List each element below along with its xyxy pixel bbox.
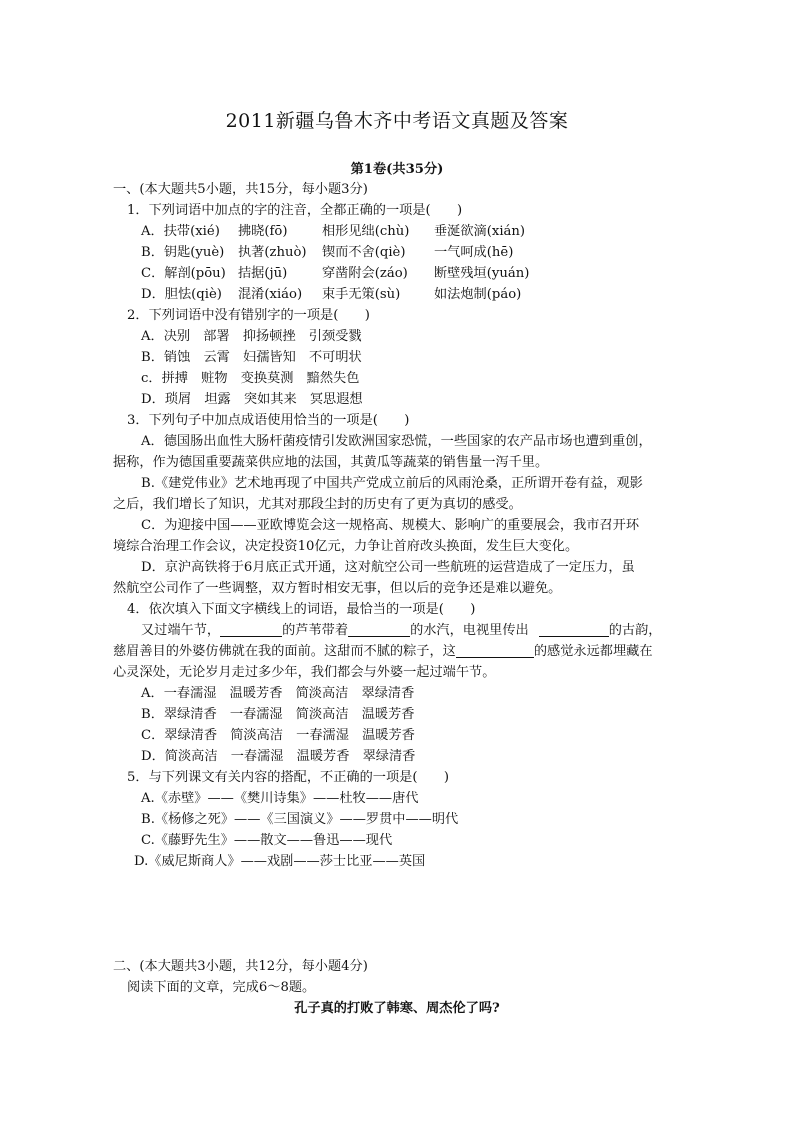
q4-passage-line3: 心灵深处，无论岁月走过多少年，我们都会与外婆一起过端午节。 <box>113 665 496 680</box>
q1-c-3: 穿凿附会(záo) <box>322 266 408 281</box>
q4-p1-d: 的古韵， <box>608 623 662 638</box>
q1-c-2: 拮据(jū) <box>238 266 288 281</box>
q1-b-1: B．钥匙(yuè) <box>141 245 225 260</box>
q3-option-c-line1: C．为迎接中国——亚欧博览会这一规格高、规模大、影响广的重要展会，我市召开环 <box>141 518 640 533</box>
q5-option-a: A.《赤壁》——《樊川诗集》——杜牧——唐代 <box>141 791 419 806</box>
q4-p1-a: 又过端午节， <box>141 623 221 638</box>
q1-a-2: 拂晓(fō) <box>238 224 288 239</box>
q5-option-c: C.《藤野先生》——散文——鲁迅——现代 <box>141 833 393 848</box>
section2-header: 二、(本大题共3小题，共12分，每小题4分) <box>113 959 368 974</box>
q3-option-b-line1: B.《建党伟业》艺术地再现了中国共产党成立前后的风雨沧桑，正所谓开卷有益，观影 <box>141 476 643 491</box>
q1-b-4: 一气呵成(hē) <box>434 245 514 260</box>
q1-d-3: 束手无策(sù) <box>322 287 401 302</box>
q3-option-c-line2: 境综合治理工作会议，决定投资10亿元，力争让首府改头换面，发生巨大变化。 <box>113 539 579 554</box>
q3-stem: 3．下列句子中加点成语使用恰当的一项是( ) <box>127 413 410 428</box>
q3-option-a-line2: 据称，作为德国重要蔬菜供应地的法国，其黄瓜等蔬菜的销售量一泻千里。 <box>113 455 549 470</box>
q1-d-4: 如法炮制(páo) <box>434 287 522 302</box>
q4-p2-end: 的感觉永远都埋藏在 <box>533 644 653 659</box>
q1-b-2: 执著(zhuò) <box>238 245 307 260</box>
q5-option-d: D.《威尼斯商人》——戏剧——莎士比亚——英国 <box>134 854 426 869</box>
document-title: 2011新疆乌鲁木齐中考语文真题及答案 <box>225 110 569 132</box>
q1-d-1: D．胆怯(qiè) <box>141 287 222 302</box>
q4-blank-2 <box>348 622 410 637</box>
q1-b-3: 锲而不舍(qiè) <box>322 245 406 260</box>
q1-c-1: C．解剖(pōu) <box>141 266 226 281</box>
q2-option-c: c．拼搏 赃物 变换莫测 黯然失色 <box>141 371 360 386</box>
q2-option-b: B．销蚀 云霄 妇孺皆知 不可明状 <box>141 350 362 365</box>
q4-option-b: B．翠绿清香 一春濡湿 简淡高洁 温暖芳香 <box>141 707 415 722</box>
q4-passage-line2 <box>113 642 653 662</box>
q1-a-1: A．扶带(xié) <box>141 224 220 239</box>
q3-option-d-line2: 然航空公司作了一些调整，双方暂时相安无事，但以后的竞争还是难以避免。 <box>113 581 562 596</box>
q4-p1-c: 的水汽，电视里传出 <box>410 623 529 638</box>
section1-header: 一、(本大题共5小题，共15分，每小题3分) <box>113 182 368 197</box>
q3-option-d-line1: D．京沪高铁将于6月底正式开通，这对航空公司一些航班的运营造成了一定压力，虽 <box>141 560 635 575</box>
q4-option-d: D．简淡高洁 一春濡湿 温暖芳香 翠绿清香 <box>141 749 416 764</box>
q3-option-b-line2: 之后，我们增长了知识，尤其对那段尘封的历史有了更为真切的感受。 <box>113 497 522 512</box>
q1-a-3: 相形见绌(chù) <box>322 224 410 239</box>
q4-blank-1 <box>220 622 282 637</box>
q4-option-a: A．一春濡湿 温暖芳香 简淡高洁 翠绿清香 <box>141 686 415 701</box>
q4-passage-line1 <box>141 621 662 641</box>
q1-c-4: 断壁残垣(yuán) <box>434 266 530 281</box>
q4-p1-b: 的芦苇带着 <box>282 623 349 638</box>
q1-a-4: 垂涎欲滴(xián) <box>434 224 526 239</box>
q5-option-b: B.《杨修之死》——《三国演义》——罗贯中——明代 <box>141 812 459 827</box>
q4-option-c: C．翠绿清香 简淡高洁 一春濡湿 温暖芳香 <box>141 728 415 743</box>
q2-stem: 2．下列词语中没有错别字的一项是( ) <box>127 308 370 323</box>
q4-blank-4 <box>456 643 534 658</box>
q1-stem: 1．下列词语中加点的字的注音，全都正确的一项是( ) <box>127 203 463 218</box>
q2-option-d: D．琐屑 坦露 突如其来 冥思遐想 <box>141 392 363 407</box>
q5-stem: 5．与下列课文有关内容的搭配，不正确的一项是( ) <box>127 770 449 785</box>
volume-heading: 第1卷(共35分) <box>350 162 444 177</box>
q1-d-2: 混淆(xiáo) <box>238 287 303 302</box>
section2-instruction: 阅读下面的文章，完成6～8题。 <box>127 980 316 995</box>
article-title: 孔子真的打败了韩寒、周杰伦了吗? <box>294 1001 500 1016</box>
q4-blank-3 <box>539 622 609 637</box>
q4-stem: 4．依次填入下面文字横线上的词语，最恰当的一项是( ) <box>127 602 476 617</box>
q4-p2: 慈眉善目的外婆仿佛就在我的面前。这甜而不腻的粽子，这 <box>113 644 456 659</box>
q3-option-a-line1: A．德国肠出血性大肠杆菌疫情引发欧洲国家恐慌，一些国家的农产品市场也遭到重创， <box>141 434 652 449</box>
q2-option-a: A．决别 部署 抑扬顿挫 引颈受戮 <box>141 329 362 344</box>
